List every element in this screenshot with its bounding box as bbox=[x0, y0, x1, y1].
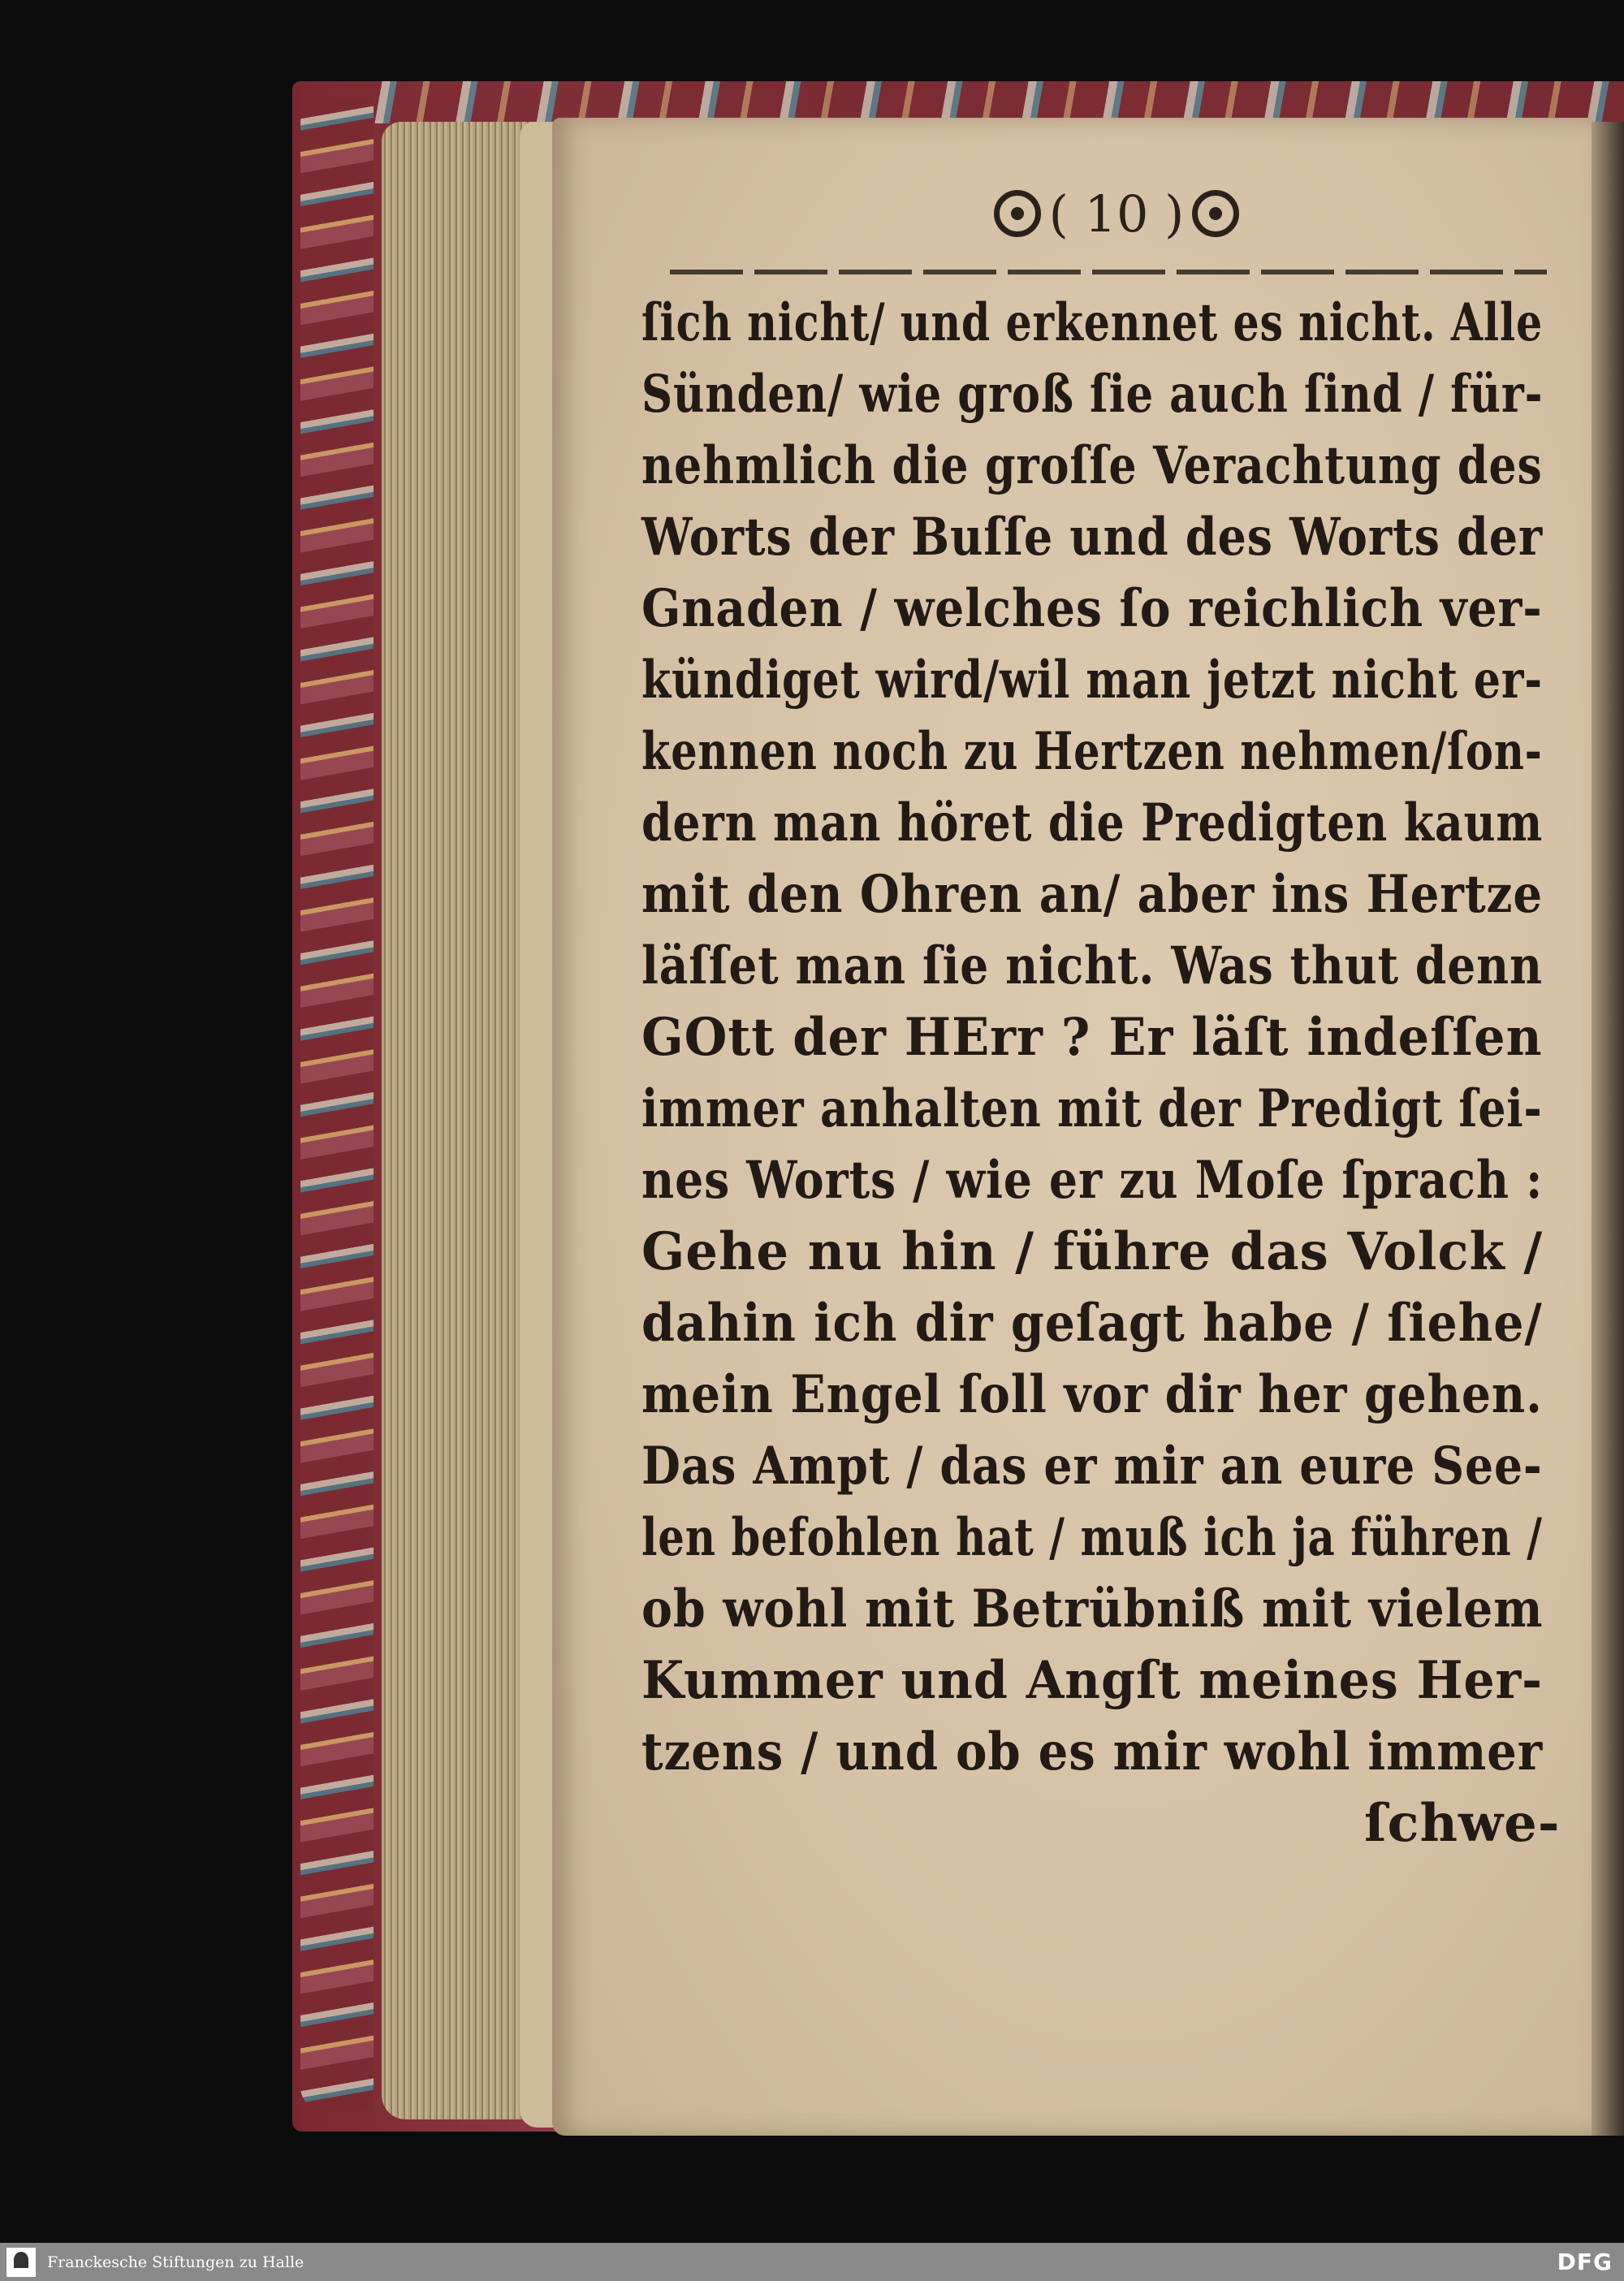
page-number: ( 10 ) bbox=[1048, 184, 1185, 244]
text-line: ob wohl mit Betrübniß mit vielem bbox=[641, 1579, 1544, 1639]
marbled-spine-edge bbox=[300, 97, 374, 2111]
text-line: Das Ampt / das er mir an eure See- bbox=[641, 1436, 1543, 1497]
header-rule bbox=[670, 270, 1547, 274]
text-line: tzens / und ob es mir wohl immer bbox=[641, 1722, 1544, 1782]
page-gutter-shadow bbox=[1592, 122, 1624, 2136]
text-line: Sünden/ wie groß ſie auch ſind / für- bbox=[641, 364, 1544, 425]
left-ornament-icon bbox=[994, 190, 1041, 237]
text-line: nehmlich die groſſe Verachtung des bbox=[641, 435, 1543, 496]
text-line: kennen noch zu Hertzen nehmen/ſon- bbox=[641, 721, 1543, 782]
right-ornament-icon bbox=[1192, 190, 1239, 237]
text-line: ſich nicht/ und erkennet es nicht. Alle bbox=[641, 292, 1543, 353]
catchword: ſchwe- bbox=[1364, 1793, 1561, 1854]
dfg-badge: DFG bbox=[1557, 2249, 1613, 2275]
text-line: Gnaden / welches ſo reichlich ver- bbox=[641, 578, 1543, 639]
text-line: len befohlen hat / muß ich ja führen / bbox=[641, 1507, 1543, 1568]
text-line: läſſet man ſie nicht. Was thut denn bbox=[641, 935, 1543, 996]
text-line: mein Engel ſoll vor dir her gehen. bbox=[641, 1364, 1543, 1425]
page-header bbox=[978, 185, 1255, 242]
viewer-footer bbox=[0, 2243, 1624, 2281]
text-line: nes Worts / wie er zu Moſe ſprach : bbox=[641, 1150, 1544, 1211]
text-line: dahin ich dir geſagt habe / ſiehe/ bbox=[641, 1293, 1543, 1354]
text-line: Worts der Buſſe und des Worts der bbox=[641, 507, 1544, 568]
text-line: GOtt der HErr ? Er läſt indeſſen bbox=[641, 1007, 1543, 1068]
text-line: Kummer und Angſt meines Her- bbox=[641, 1650, 1544, 1711]
text-line: mit den Ohren an/ aber ins Hertze bbox=[641, 864, 1543, 925]
text-line: kündiget wird/wil man jetzt nicht er- bbox=[641, 650, 1543, 711]
text-line: immer anhalten mit der Predigt ſei- bbox=[641, 1078, 1543, 1139]
text-line: Gehe nu hin / führe das Volck / bbox=[641, 1221, 1544, 1282]
institution-logo-icon bbox=[6, 2248, 36, 2277]
text-line: dern man höret die Predigten kaum bbox=[641, 793, 1544, 853]
institution-name: Franckesche Stiftungen zu Halle bbox=[47, 2253, 304, 2271]
